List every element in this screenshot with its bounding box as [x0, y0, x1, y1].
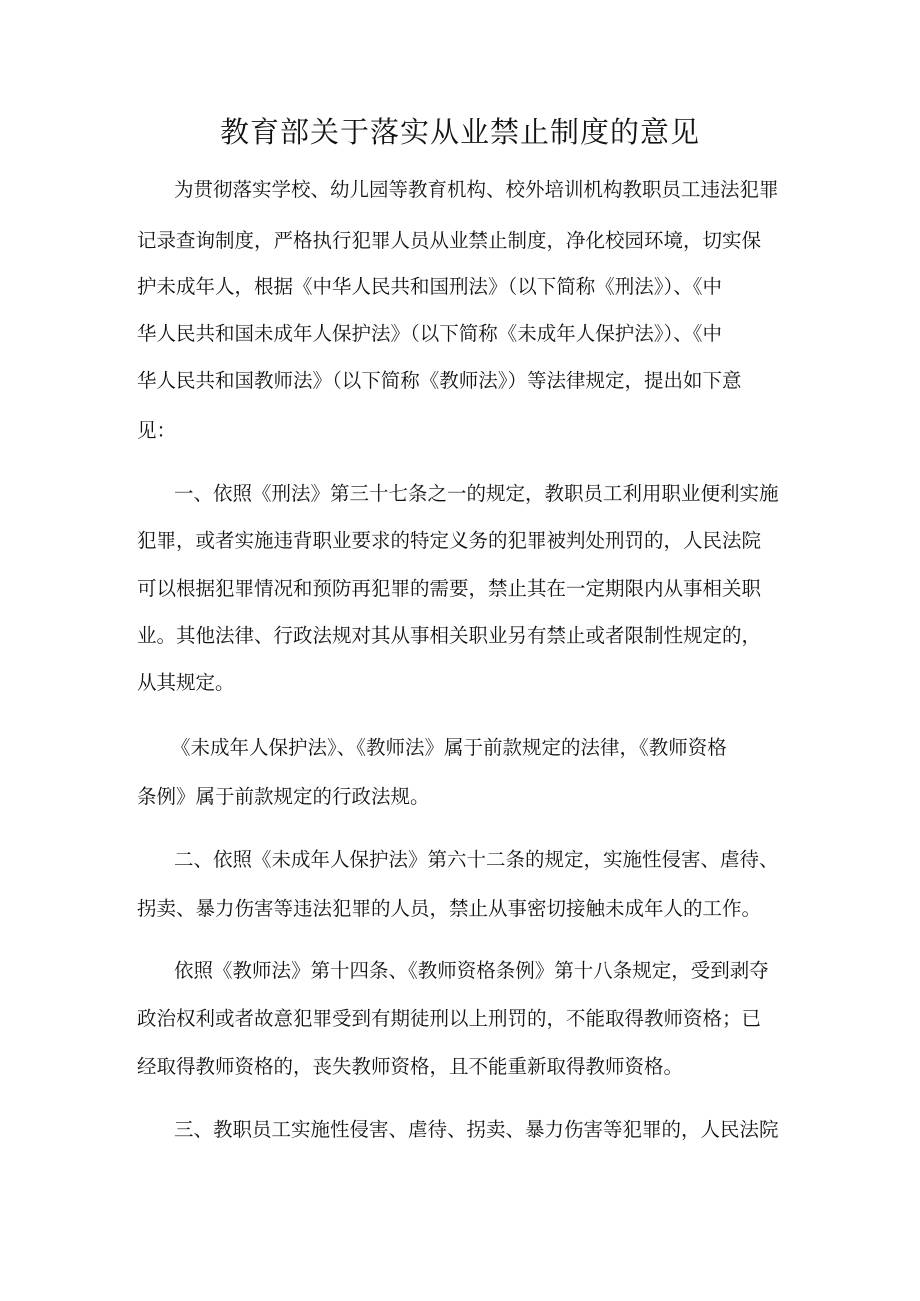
paragraph-line: 政治权利或者故意犯罪受到有期徒刑以上刑罚的，不能取得教师资格；已: [137, 1007, 762, 1030]
paragraph-line: 一、依照《刑法》第三十七条之一的规定，教职员工利用职业便利实施: [174, 482, 779, 505]
paragraph-line: 犯罪，或者实施违背职业要求的特定义务的犯罪被判处刑罚的，人民法院: [137, 529, 762, 552]
paragraph-line: 记录查询制度，严格执行犯罪人员从业禁止制度，净化校园环境，切实保: [137, 229, 762, 252]
paragraph-line: 为贯彻落实学校、幼儿园等教育机构、校外培训机构教职员工违法犯罪: [174, 178, 779, 201]
paragraph-line: 见：: [137, 419, 177, 442]
paragraph-line: 依照《教师法》第十四条、《教师资格条例》第十八条规定，受到剥夺: [174, 959, 769, 982]
paragraph-line: 三、教职员工实施性侵害、虐待、拐卖、暴力伤害等犯罪的，人民法院: [174, 1118, 779, 1141]
paragraph-line: 华人民共和国未成年人保护法》（以下简称《未成年人保护法》）、《中: [137, 322, 723, 345]
paragraph-line: 《未成年人保护法》、《教师法》属于前款规定的法律，《教师资格: [171, 736, 727, 759]
paragraph-line: 从其规定。: [137, 671, 235, 694]
paragraph-line: 二、依照《未成年人保护法》第六十二条的规定，实施性侵害、虐待、: [174, 848, 779, 871]
document-title: 教育部关于落实从业禁止制度的意见: [219, 115, 700, 149]
paragraph-line: 业。其他法律、行政法规对其从事相关职业另有禁止或者限制性规定的，: [137, 624, 762, 647]
paragraph-line: 拐卖、暴力伤害等违法犯罪的人员，禁止从事密切接触未成年人的工作。: [137, 897, 762, 920]
paragraph-line: 条例》属于前款规定的行政法规。: [137, 785, 430, 808]
paragraph-line: 华人民共和国教师法》（以下简称《教师法》）等法律规定，提出如下意: [137, 369, 742, 392]
paragraph-line: 护未成年人，根据《中华人民共和国刑法》（以下简称《刑法》）、《中: [137, 275, 723, 298]
paragraph-line: 可以根据犯罪情况和预防再犯罪的需要，禁止其在一定期限内从事相关职: [137, 577, 762, 600]
paragraph-line: 经取得教师资格的，丧失教师资格，且不能重新取得教师资格。: [137, 1055, 684, 1078]
